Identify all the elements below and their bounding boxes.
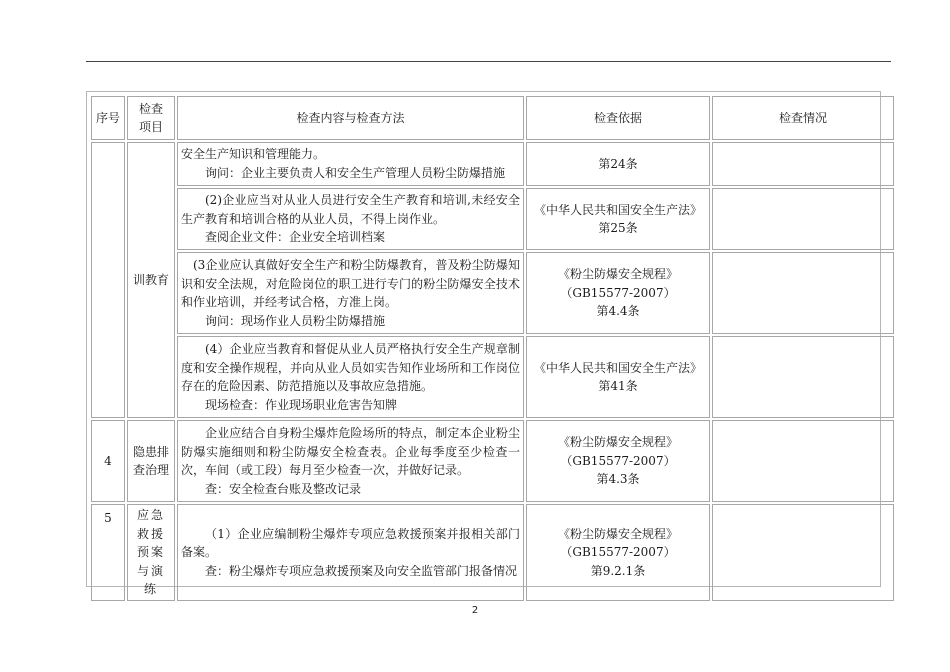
basis-line: 第24条 — [598, 156, 638, 171]
method-line: 询问：企业主要负责人和安全生产管理人员粉尘防爆措施 — [205, 165, 506, 180]
content-line: 安全生产知识和管理能力。 — [181, 147, 326, 161]
content-line: (2)企业应当对从业人员进行安全生产教育和培训,未经安全生产教育和培训合格的从业人员，不得上岗作业。 — [181, 193, 520, 226]
status-cell — [712, 252, 894, 334]
row-no: 5 — [91, 504, 125, 601]
table-row — [91, 188, 894, 250]
method-line: 查阅企业文件：企业安全培训档案 — [205, 230, 386, 245]
status-cell — [712, 420, 894, 502]
basis-line: 《中华人民共和国安全生产法》 — [533, 202, 702, 217]
basis-line: 《粉尘防爆安全规程》（GB15577-2007） — [557, 267, 678, 300]
table-row — [91, 420, 894, 502]
page-number: 2 — [471, 605, 479, 616]
header-rule — [86, 61, 891, 62]
status-cell — [712, 336, 894, 418]
content-cell — [177, 142, 524, 186]
table-header-row — [91, 96, 894, 140]
table-row — [91, 504, 894, 601]
basis-cell — [526, 252, 710, 334]
item-training: 训教育 — [127, 142, 175, 418]
header-basis: 检查依据 — [526, 96, 710, 140]
content-line: （1）企业应编制粉尘爆炸专项应急救援预案并报相关部门备案。 — [181, 526, 520, 559]
table-row — [91, 142, 894, 186]
method-line: 现场检查：作业现场职业危害告知牌 — [205, 397, 398, 412]
content-cell — [177, 504, 524, 601]
method-line: 查：粉尘爆炸专项应急救援预案及向安全监管部门报备情况 — [205, 563, 518, 578]
inspection-table — [89, 94, 896, 603]
basis-cell — [526, 336, 710, 418]
table-row — [91, 336, 894, 418]
row-no-blank — [91, 142, 125, 418]
basis-cell — [526, 504, 710, 601]
header-item: 检查 项目 — [127, 96, 175, 140]
basis-line: 第25条 — [598, 221, 638, 235]
status-cell — [712, 188, 894, 250]
basis-line: 第9.2.1条 — [590, 563, 646, 578]
table-row — [91, 252, 894, 334]
basis-line: 《粉尘防爆安全规程》（GB15577-2007） — [557, 435, 678, 468]
method-line: 询问：现场作业人员粉尘防爆措施 — [205, 313, 386, 328]
header-no: 序号 — [91, 96, 125, 140]
header-status: 检查情况 — [712, 96, 894, 140]
basis-cell — [526, 142, 710, 186]
basis-line: 《中华人民共和国安全生产法》 — [533, 360, 702, 375]
header-content: 检查内容与检查方法 — [177, 96, 524, 140]
status-cell — [712, 504, 894, 601]
status-cell — [712, 142, 894, 186]
content-line: (4）企业应当教育和督促从业人员严格执行安全生产规章制度和安全操作规程，并向从业人员如实告知作业场所和工作岗位存在的危险因素、防范措施以及事故应急措施。 — [181, 342, 520, 393]
item-hazard: 隐患排查治理 — [127, 420, 175, 502]
basis-cell — [526, 188, 710, 250]
content-cell — [177, 420, 524, 502]
row-no: 4 — [91, 420, 125, 502]
content-cell — [177, 336, 524, 418]
item-emergency: 应急救援预案与演练 — [127, 504, 175, 601]
content-line: (3企业应认真做好安全生产和粉尘防爆教育，普及粉尘防爆知识和安全法规，对危险岗位的职工进行专门的粉尘防爆安全技术和作业培训，并经考试合格，方准上岗。 — [181, 258, 520, 309]
content-cell — [177, 252, 524, 334]
content-cell — [177, 188, 524, 250]
method-line: 查：安全检查台账及整改记录 — [205, 481, 362, 496]
basis-line: 第4.3条 — [596, 472, 640, 487]
content-line: 企业应结合自身粉尘爆炸危险场所的特点，制定本企业粉尘防爆实施细则和粉尘防爆安全检查表。企业每季度至少检查一次，车间（或工段）每月至少检查一次，并做好记录。 — [181, 426, 520, 477]
basis-line: 第4.4条 — [596, 304, 640, 319]
basis-line: 第41条 — [598, 379, 638, 393]
basis-line: 《粉尘防爆安全规程》（GB15577-2007） — [557, 526, 678, 559]
basis-cell — [526, 420, 710, 502]
